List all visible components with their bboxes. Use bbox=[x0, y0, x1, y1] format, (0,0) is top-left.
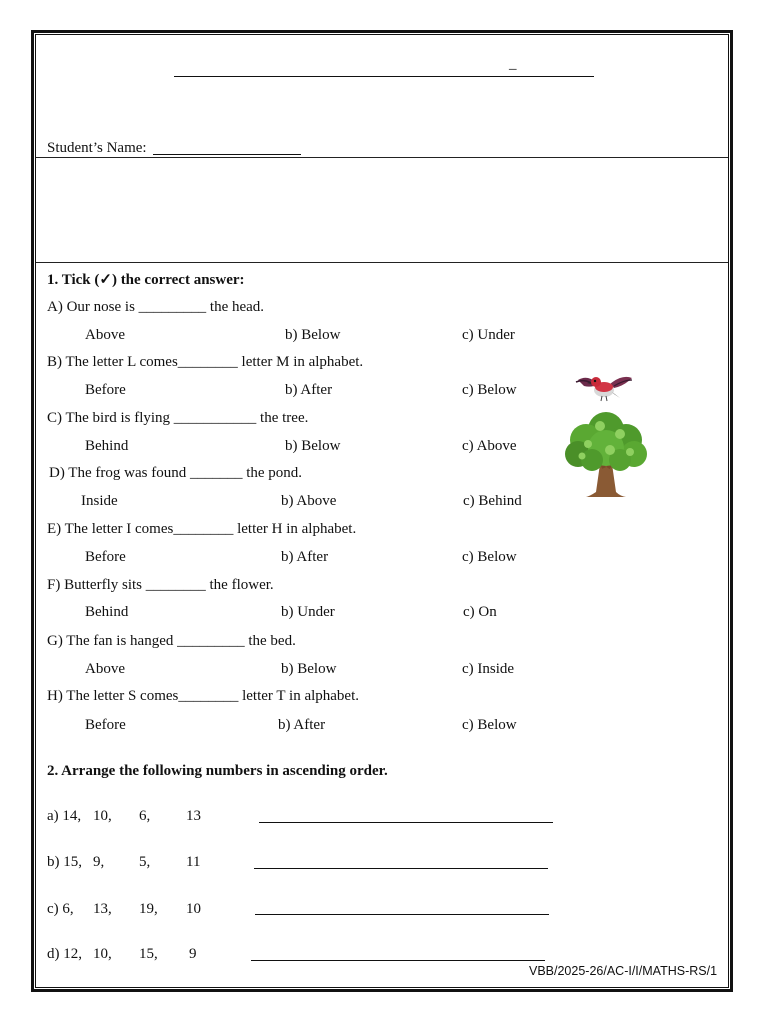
question-text: F) Butterfly sits ________ the flower. bbox=[47, 577, 274, 593]
sequence-number: 13 bbox=[186, 808, 201, 824]
answer-line[interactable] bbox=[254, 868, 548, 869]
option-c[interactable]: c) Behind bbox=[463, 493, 522, 509]
sequence-number: 19, bbox=[139, 901, 158, 917]
option-a[interactable]: Above bbox=[85, 327, 125, 343]
sequence-number: 10, bbox=[93, 946, 112, 962]
option-b[interactable]: b) Below bbox=[281, 661, 337, 677]
answer-line[interactable] bbox=[251, 960, 545, 961]
sequence-number: 13, bbox=[93, 901, 112, 917]
option-b[interactable]: b) Below bbox=[285, 327, 341, 343]
option-c[interactable]: c) Above bbox=[462, 438, 517, 454]
title-dash: _ bbox=[509, 56, 517, 72]
option-a[interactable]: Before bbox=[85, 549, 126, 565]
sequence-number: 10, bbox=[93, 808, 112, 824]
question-text: G) The fan is hanged _________ the bed. bbox=[47, 633, 296, 649]
divider bbox=[36, 262, 728, 263]
sequence-number: 6, bbox=[139, 808, 151, 824]
page-border-inner bbox=[35, 34, 729, 988]
question-text: B) The letter L comes________ letter M in alphabet. bbox=[47, 354, 364, 370]
section1-heading: 1. Tick (✓) the correct answer: bbox=[47, 272, 245, 288]
question-text: D) The frog was found _______ the pond. bbox=[49, 465, 303, 481]
answer-line[interactable] bbox=[255, 914, 549, 915]
sequence-number: 9, bbox=[93, 854, 105, 870]
tree-icon bbox=[560, 408, 652, 500]
student-name-field[interactable] bbox=[153, 154, 301, 155]
option-b[interactable]: b) After bbox=[281, 549, 329, 565]
option-b[interactable]: b) Under bbox=[281, 604, 335, 620]
sequence-number: 15, bbox=[139, 946, 158, 962]
option-c[interactable]: c) Below bbox=[462, 382, 517, 398]
question-text: H) The letter S comes________ letter T in alphabet. bbox=[47, 688, 360, 704]
bird-icon bbox=[574, 370, 636, 404]
option-b[interactable]: b) After bbox=[285, 382, 333, 398]
option-a[interactable]: Before bbox=[85, 382, 126, 398]
option-b[interactable]: b) Above bbox=[281, 493, 337, 509]
question-text: E) The letter I comes________ letter H in alphabet. bbox=[47, 521, 357, 537]
option-c[interactable]: c) Inside bbox=[462, 661, 515, 677]
option-a[interactable]: Behind bbox=[85, 604, 129, 620]
sequence-label: a) 14, bbox=[47, 808, 82, 824]
sequence-label: b) 15, bbox=[47, 854, 82, 870]
section2-heading: 2. Arrange the following numbers in ascending order. bbox=[47, 763, 388, 779]
option-b[interactable]: b) Below bbox=[285, 438, 341, 454]
option-c[interactable]: c) On bbox=[463, 604, 497, 620]
option-c[interactable]: c) Under bbox=[462, 327, 515, 343]
title-blank-line bbox=[174, 76, 594, 77]
sequence-label: d) 12, bbox=[47, 946, 82, 962]
sequence-number: 9 bbox=[189, 946, 197, 962]
sequence-number: 10 bbox=[186, 901, 201, 917]
option-a[interactable]: Before bbox=[85, 717, 126, 733]
sequence-label: c) 6, bbox=[47, 901, 74, 917]
option-c[interactable]: c) Below bbox=[462, 549, 517, 565]
question-text: A) Our nose is _________ the head. bbox=[47, 299, 265, 315]
option-c[interactable]: c) Below bbox=[462, 717, 517, 733]
answer-line[interactable] bbox=[259, 822, 553, 823]
document-code: VBB/2025-26/AC-I/I/MATHS-RS/1 bbox=[529, 964, 718, 978]
option-b[interactable]: b) After bbox=[278, 717, 326, 733]
option-a[interactable]: Inside bbox=[81, 493, 118, 509]
sequence-number: 5, bbox=[139, 854, 151, 870]
option-a[interactable]: Behind bbox=[85, 438, 129, 454]
option-a[interactable]: Above bbox=[85, 661, 125, 677]
question-text: C) The bird is flying ___________ the tree. bbox=[47, 410, 309, 426]
sequence-number: 11 bbox=[186, 854, 201, 870]
student-name-label: Student’s Name: bbox=[47, 140, 147, 156]
divider bbox=[36, 157, 728, 158]
